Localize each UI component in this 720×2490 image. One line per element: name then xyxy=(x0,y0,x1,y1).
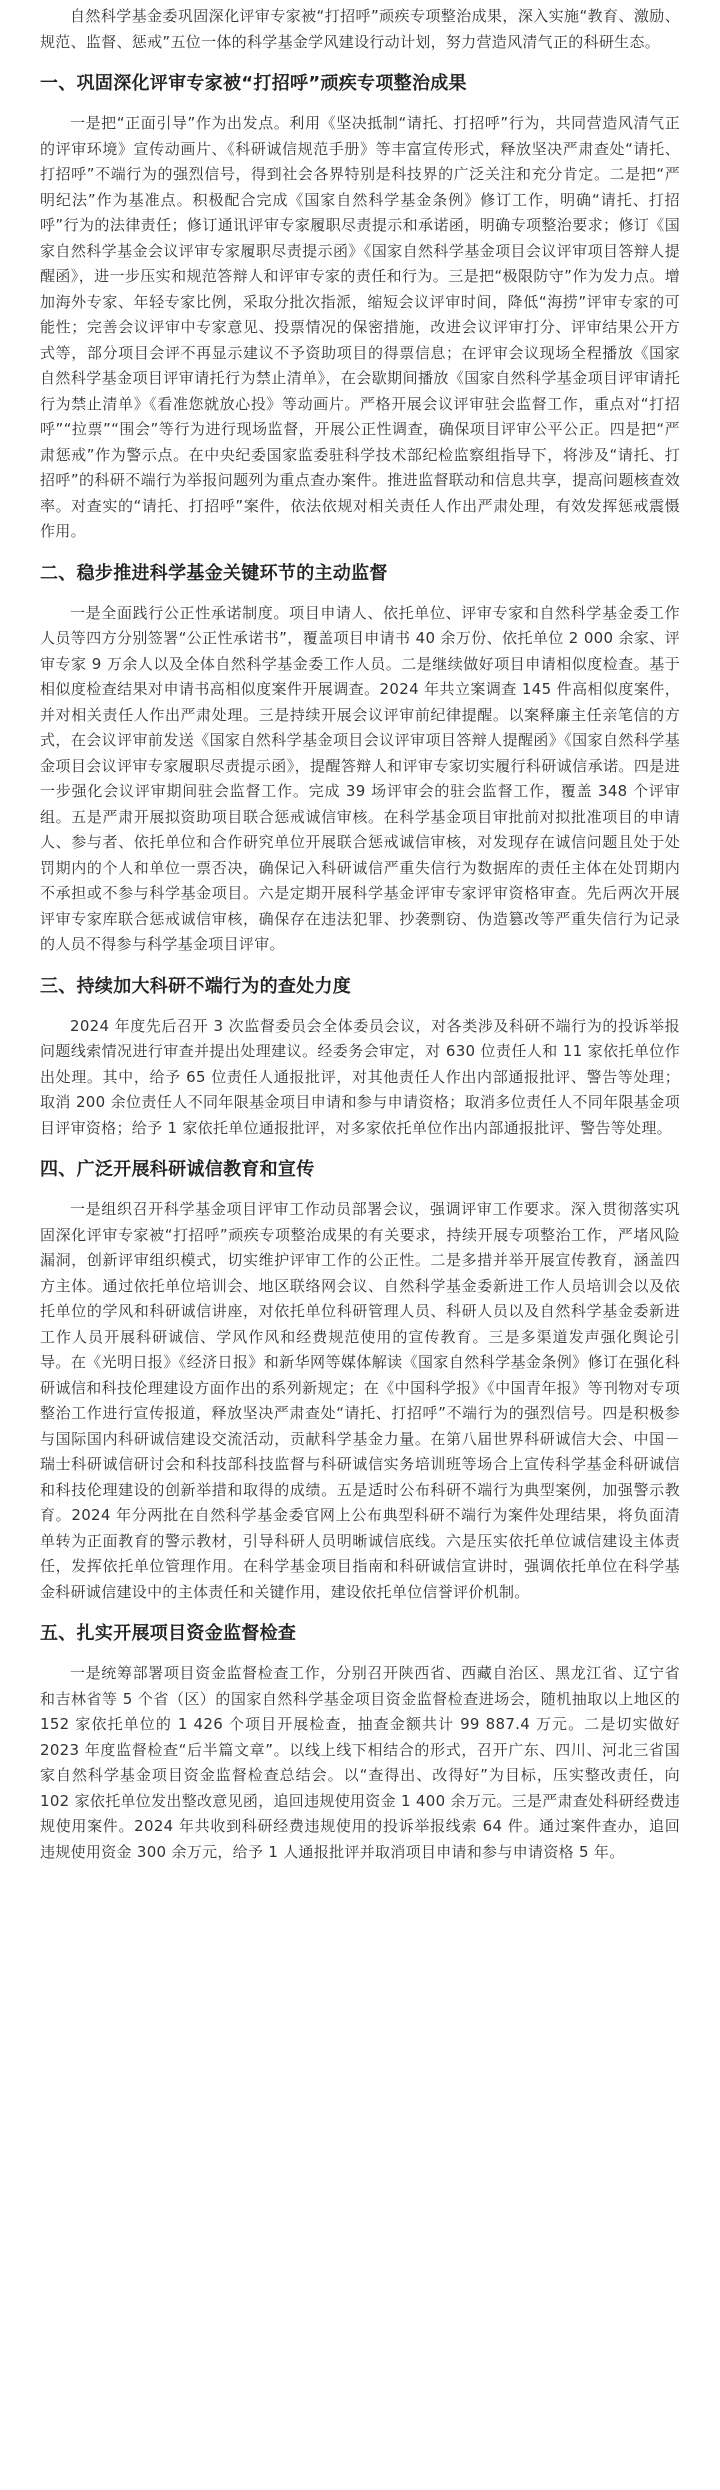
section-heading-3: 三、持续加大科研不端行为的查处力度 xyxy=(40,975,352,997)
section-body-2: 一是全面践行公正性承诺制度。项目申请人、依托单位、评审专家和自然科学基金委工作人员等四方分别签署“公正性承诺书”，覆盖项目申请书 40 余万份、依托单位 2 000 余家、评审专家 9 万余人以及全体自然科学基金委工作人员。二是继续做好项目申请相似度检查。基于相似度检查结果对申请书高相似度案件开展调查。2024 年共立案调查 145 件高相似度案件，并对相关责任人作出严肃处理。三是持续开展会议评审前纪律提醒。以案释廉主任亲笔信的方式，在会议评审前发送《国家自然科学基金项目会议评审项目答辩人提醒函》《国家自然科学基金项目会议评审专家履职尽责提示函》，提醒答辩人和评审专家切实履行科研诚信承诺。四是进一步强化会议评审期间驻会监督工作。完成 39 场评审会的驻会监督工作，覆盖 348 个评审组。五是严肃开展拟资助项目联合惩戒诚信审核。在科学基金项目审批前对拟批准项目的申请人、参与者、依托单位和合作研究单位开展联合惩戒诚信审核，对发现存在诚信问题且处于处罚期内的个人和单位一票否决，确保记入科研诚信严重失信行为数据库的责任主体在处罚期内不承担或不参与科学基金项目。六是定期开展科学基金评审专家评审资格审查。先后两次开展评审专家库联合惩戒诚信审核，确保存在违法犯罪、抄袭剽窃、伪造篡改等严重失信行为记录的人员不得参与科学基金项目评审。 xyxy=(40,603,680,953)
intro-paragraph: 自然科学基金委巩固深化评审专家被“打招呼”顽疾专项整治成果，深入实施“教育、激励、规范、监督、惩戒”五位一体的科学基金学风建设行动计划，努力营造风清气正的科研生态。 xyxy=(40,7,680,51)
section-heading-5: 五、扎实开展项目资金监督检查 xyxy=(40,1623,297,1644)
section-heading-4: 四、广泛开展科研诚信教育和宣传 xyxy=(40,1159,315,1180)
section-heading-2: 二、稳步推进科学基金关键环节的主动监督 xyxy=(40,562,388,584)
section-body-3: 2024 年度先后召开 3 次监督委员会全体委员会议，对各类涉及科研不端行为的投诉举报问题线索情况进行审查并提出处理建议。经委务会审定，对 630 位责任人和 11 家依托单位作出处理。其中，给予 65 位责任人通报批评，对其他责任人作出内部通报批评、警告等处理；取消 200 余位责任人不同年限基金项目申请和参与申请资格；取消多位责任人不同年限基金项目评审资格；给予 1 家依托单位通报批评，对多家依托单位作出内部通报批评、警告等处理。 xyxy=(40,1016,680,1137)
section-body-5: 一是统筹部署项目资金监督检查工作，分别召开陕西省、西藏自治区、黑龙江省、辽宁省和吉林省等 5 个省（区）的国家自然科学基金项目资金监督检查进场会，随机抽取以上地区的 152 家依托单位的 1 426 个项目开展检查，抽查金额共计 99 887.4 万元。二是切实做好 2023 年度监督检查“后半篇文章”。以线上线下相结合的形式，召开广东、四川、河北三省国家自然科学基金项目资金监督检查总结会。以“查得出、改得好”为目标，压实整改责任，向 102 家依托单位发出整改意见函，追回违规使用资金 1 400 余万元。三是严肃查处科研经费违规使用案件。2024 年共收到科研经费违规使用的投诉举报线索 64 件。通过案件查办，追回违规使用资金 300 余万元，给予 1 人通报批评并取消项目申请和参与申请资格 5 年。 xyxy=(40,1664,680,1861)
section-body-1: 一是把“正面引导”作为出发点。利用《坚决抵制“请托、打招呼”行为，共同营造风清气正的评审环境》宣传动画片、《科研诚信规范手册》等丰富宣传形式，释放坚决严肃查处“请托、打招呼”不端行为的强烈信号，得到社会各界特别是科技界的广泛关注和充分肯定。二是把“严明纪法”作为基准点。积极配合完成《国家自然科学基金条例》修订工作，明确“请托、打招呼”行为的法律责任；修订通讯评审专家履职尽责提示和承诺函，明确专项整治要求；修订《国家自然科学基金会议评审专家履职尽责提示函》《国家自然科学基金项目会议评审项目答辩人提醒函》，进一步压实和规范答辩人和评审专家的责任和行为。三是把“极限防守”作为发力点。增加海外专家、年轻专家比例，采取分批次指派，缩短会议评审时间，降低“海捞”评审专家的可能性；完善会议评审中专家意见、投票情况的保密措施，改进会议评审打分、评审结果公开方式等，部分项目会评不再显示建议不予资助项目的得票信息；在评审会议现场全程播放《国家自然科学基金项目评审请托行为禁止清单》，在会歇期间播放《国家自然科学基金项目评审请托行为禁止清单》《看准您就放心投》等动画片。严格开展会议评审驻会监督工作，重点对“打招呼”“拉票”“围会”等行为进行现场监督，开展公正性调查，确保项目评审公平公正。四是把“严肃惩戒”作为警示点。在中央纪委国家监委驻科学技术部纪检监察组指导下，将涉及“请托、打招呼”的科研不端行为举报问题列为重点查办案件。推进监督联动和信息共享，提高问题核查效率。对查实的“请托、打招呼”案件，依法依规对相关责任人作出严肃处理，有效发挥惩戒震慑作用。 xyxy=(40,114,680,540)
section-heading-1: 一、巩固深化评审专家被“打招呼”顽疾专项整治成果 xyxy=(40,73,467,94)
section-body-4: 一是组织召开科学基金项目评审工作动员部署会议，强调评审工作要求。深入贯彻落实巩固深化评审专家被“打招呼”顽疾专项整治成果的有关要求，持续开展专项整治工作，严堵风险漏洞，创新评审组织模式，切实维护评审工作的公正性。二是多措并举开展宣传教育，涵盖四方主体。通过依托单位培训会、地区联络网会议、自然科学基金委新进工作人员培训会以及依托单位的学风和科研诚信讲座，对依托单位科研管理人员、科研人员以及自然科学基金委新进工作人员开展科研诚信、学风作风和经费规范使用的宣传教育。三是多渠道发声强化舆论引导。在《光明日报》《经济日报》和新华网等媒体解读《国家自然科学基金条例》修订在强化科研诚信和科技伦理建设方面作出的系列新规定；在《中国科学报》《中国青年报》等刊物对专项整治工作进行宣传报道，释放坚决严肃查处“请托、打招呼”不端行为的强烈信号。四是积极参与国际国内科研诚信建设交流活动，贡献科学基金力量。在第八届世界科研诚信大会、中国－瑞士科研诚信研讨会和科技部科技监督与科研诚信实务培训班等场合上宣传科学基金科研诚信和科技伦理建设的创新举措和取得的成绩。五是适时公布科研不端行为典型案例，加强警示教育。2024 年分两批在自然科学基金委官网上公布典型科研不端行为案件处理结果，将负面清单转为正面教育的警示教材，引导科研人员明晰诚信底线。六是压实依托单位诚信建设主体责任，发挥依托单位管理作用。在科学基金项目指南和科研诚信宣讲时，强调依托单位在科学基金科研诚信建设中的主体责任和关键作用，建设依托单位信誉评价机制。 xyxy=(40,1200,680,1601)
